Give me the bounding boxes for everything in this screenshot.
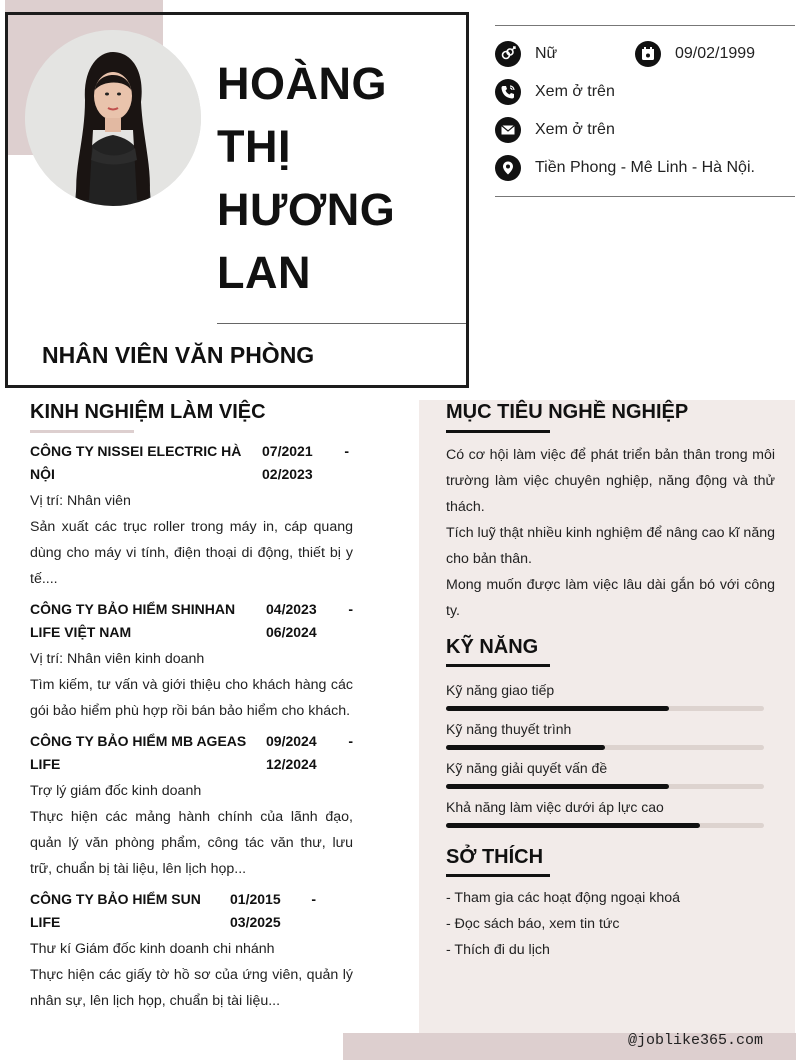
profile-photo [25, 30, 201, 206]
contact-top-divider [495, 25, 795, 26]
contact-phone [495, 79, 615, 105]
skills-title-underline [446, 664, 550, 667]
calendar-icon [635, 41, 661, 67]
job-date-end: 06/2024 [266, 624, 317, 640]
skill-label: Kỹ năng giải quyết vấn đề [446, 760, 608, 776]
job-description: Tìm kiếm, tư vấn và giới thiệu cho khách hàng các gói bảo hiểm phù hợp rồi bán bảo hiểm cho khách. [30, 677, 353, 719]
profile-photo-illustration [25, 30, 201, 206]
job-date-separator: - [344, 443, 349, 459]
job-date-start: 01/2015 [230, 891, 281, 907]
hobbies-title-underline [446, 874, 550, 877]
job-title: NHÂN VIÊN VĂN PHÒNG [42, 342, 315, 368]
job-company: CÔNG TY BẢO HIỂM MB AGEAS LIFE [30, 733, 247, 772]
gender-icon [495, 41, 521, 67]
birthday-value: 09/02/1999 [675, 45, 756, 62]
experience-title: KINH NGHIỆM LÀM VIỆC [30, 401, 266, 423]
skill-bar-fill [446, 823, 700, 828]
objective-line: Mong muốn được làm việc lâu dài gắn bó với công ty. [446, 577, 775, 619]
job-date-separator: - [348, 733, 353, 749]
contact-gender [495, 41, 557, 67]
job-date-start: 04/2023 [266, 601, 317, 617]
job-description: Thực hiện các giấy tờ hồ sơ của ứng viên, quản lý nhân sự, lên lịch họp, chuẩn bị tài liệu... [30, 967, 353, 1009]
phone-icon [495, 79, 521, 105]
experience-title-underline [30, 430, 134, 433]
skill-bar-track [446, 745, 764, 750]
job-entry [30, 598, 353, 724]
job-company: CÔNG TY BẢO HIỂM SUN LIFE [30, 891, 201, 930]
email-value: Xem ở trên [535, 121, 615, 138]
contact-address [495, 155, 755, 181]
job-date-end: 03/2025 [230, 914, 281, 930]
hobby-item: - Đọc sách báo, xem tin tức [446, 916, 620, 932]
job-position: Trợ lý giám đốc kinh doanh [30, 783, 202, 799]
skill-bar-fill [446, 745, 605, 750]
location-pin-icon [495, 155, 521, 181]
skill-label: Kỹ năng thuyết trình [446, 721, 572, 737]
skill-label: Kỹ năng giao tiếp [446, 682, 555, 698]
job-date-end: 12/2024 [266, 756, 317, 772]
job-description: Thực hiện các mảng hành chính của lãnh đạo, quản lý văn phòng phẩm, công tác văn thư, lưu trữ, chuẩn bị tài liệu, lên lịch họp... [30, 809, 353, 877]
skill-label: Khả năng làm việc dưới áp lực cao [446, 799, 664, 815]
skill-bar-fill [446, 784, 669, 789]
address-value: Tiền Phong - Mê Linh - Hà Nội. [535, 159, 755, 176]
job-date-separator: - [348, 601, 353, 617]
skill-item [446, 681, 764, 711]
job-position: Vị trí: Nhân viên kinh doanh [30, 651, 205, 667]
name-line: HƯƠNG [217, 184, 396, 235]
job-company: CÔNG TY BẢO HIỂM SHINHAN LIFE VIỆT NAM [30, 601, 236, 640]
skill-bar-track [446, 706, 764, 711]
objective-title: MỤC TIÊU NGHỀ NGHIỆP [446, 401, 689, 423]
hobby-item: - Thích đi du lịch [446, 942, 550, 958]
name-line: THỊ [217, 121, 291, 172]
hobbies-list [446, 885, 775, 963]
name-divider [217, 323, 466, 324]
job-position: Thư kí Giám đốc kinh doanh chi nhánh [30, 941, 275, 957]
skills-title: KỸ NĂNG [446, 636, 539, 658]
job-entry [30, 730, 353, 882]
phone-value: Xem ở trên [535, 83, 615, 100]
job-date-end: 02/2023 [262, 466, 313, 482]
contact-birthday [635, 41, 755, 67]
name-line: HOÀNG [217, 58, 387, 109]
objective-line: Tích luỹ thật nhiều kinh nghiệm để nâng cao kĩ năng cho bản thân. [446, 525, 775, 567]
objective-title-underline [446, 430, 550, 433]
job-company: CÔNG TY NISSEI ELECTRIC HÀ NỘI [30, 443, 242, 482]
mail-icon [495, 117, 521, 143]
skill-item [446, 798, 764, 828]
job-entry [30, 440, 353, 592]
hobbies-title: SỞ THÍCH [446, 846, 544, 868]
job-date-separator: - [311, 891, 316, 907]
job-entry [30, 888, 353, 1014]
skill-bar-track [446, 823, 764, 828]
job-description: Sản xuất các trục roller trong máy in, cáp quang dùng cho máy vi tính, điện thoại di động, thiết bị y tế.... [30, 519, 353, 587]
job-date-start: 09/2024 [266, 733, 317, 749]
skill-item [446, 759, 764, 789]
skill-bar-track [446, 784, 764, 789]
contact-bottom-divider [495, 196, 795, 197]
full-name [217, 52, 457, 304]
job-position: Vị trí: Nhân viên [30, 493, 131, 509]
name-line: LAN [217, 247, 311, 298]
skill-item [446, 720, 764, 750]
job-date-start: 07/2021 [262, 443, 313, 459]
objective-text [446, 442, 775, 624]
skill-bar-fill [446, 706, 669, 711]
watermark: @joblike365.com [627, 1032, 763, 1049]
hobby-item: - Tham gia các hoạt động ngoại khoá [446, 890, 680, 906]
contact-email [495, 117, 615, 143]
gender-value: Nữ [535, 45, 558, 62]
objective-line: Có cơ hội làm việc để phát triển bản thân trong môi trường làm việc chuyên nghiệp, năng động và thử thách. [446, 447, 775, 515]
experience-list [30, 440, 353, 1020]
